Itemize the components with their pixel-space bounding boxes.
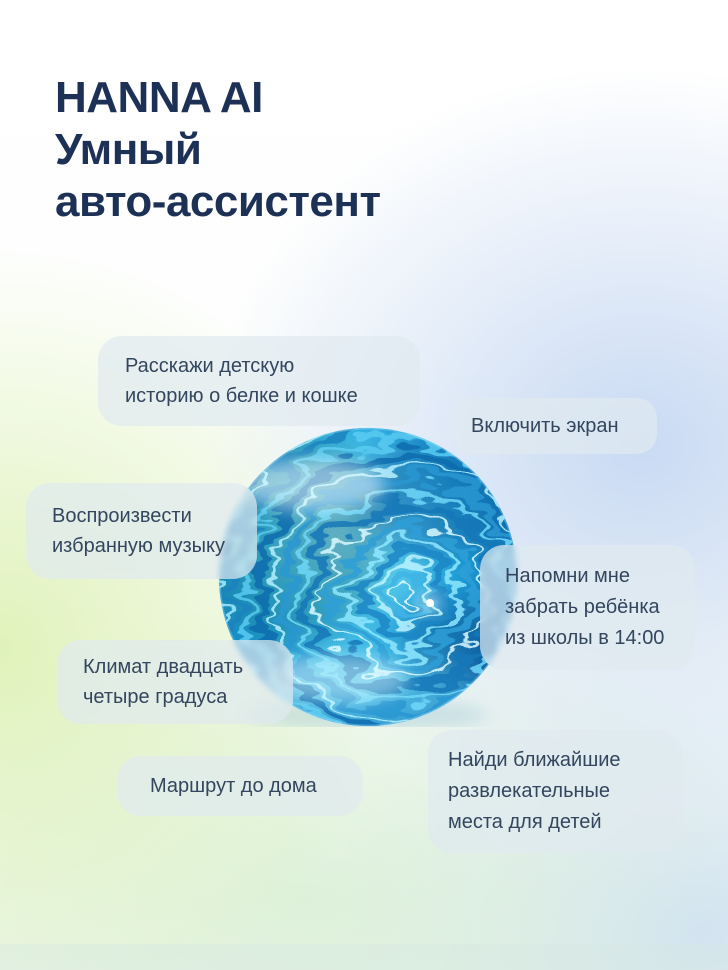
bubble-line: историю о белке и кошке xyxy=(125,385,358,407)
bubble-line: Расскажи детскую xyxy=(125,355,295,377)
bubble-line: места для детей xyxy=(448,811,602,833)
bubble-line: избранную музыку xyxy=(52,535,225,557)
bubble-line: четыре градуса xyxy=(83,686,228,708)
bubble-line: забрать ребёнка xyxy=(505,596,660,618)
bubble-line: развлекательные xyxy=(448,780,611,802)
bubble-line: Найди ближайшие xyxy=(448,749,621,771)
voice-command-bubble-reminder xyxy=(480,545,695,670)
voice-command-bubble-places xyxy=(428,730,683,853)
subtitle-line-2: авто-ассистент xyxy=(55,177,381,226)
voice-command-bubble-route xyxy=(117,756,363,816)
bubble-line: из школы в 14:00 xyxy=(505,627,665,649)
bubble-line: Воспроизвести xyxy=(52,505,192,527)
voice-command-bubble-screen xyxy=(455,398,657,454)
bubble-line: Включить экран xyxy=(471,415,619,437)
subtitle-line-1: Умный xyxy=(55,125,202,174)
bubble-line: Напомни мне xyxy=(505,565,630,587)
bubble-line: Маршрут до дома xyxy=(150,775,317,797)
bubble-line: Климат двадцать xyxy=(83,656,244,678)
bottom-gradient-band xyxy=(0,944,728,970)
voice-command-bubble-story xyxy=(98,336,420,426)
page-title xyxy=(55,72,381,228)
brand-name: HANNA AI xyxy=(55,73,263,122)
voice-command-bubble-music xyxy=(26,483,257,579)
voice-command-bubble-climate xyxy=(57,640,293,724)
